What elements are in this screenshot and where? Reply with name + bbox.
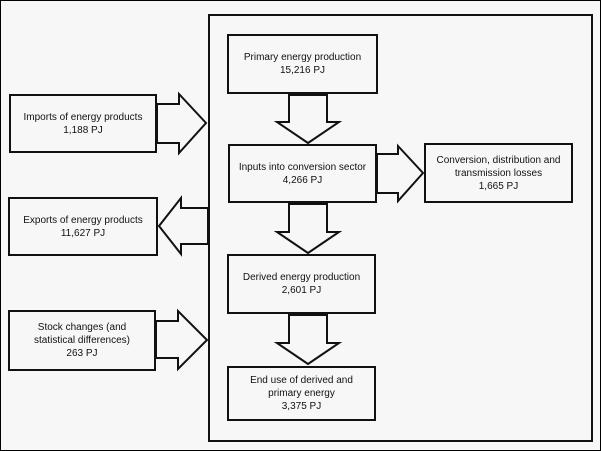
box-exports: [8, 197, 158, 256]
box-imports-label: Imports of energy products: [23, 111, 143, 123]
box-exports-value: 11,627 PJ: [60, 227, 106, 239]
box-primary-production-label: Primary energy production: [243, 52, 362, 63]
box-conversion-losses-value: 1,665 PJ: [478, 180, 519, 192]
box-end-use: [227, 366, 376, 421]
box-conversion-inputs-value: 4,266 PJ: [282, 174, 323, 186]
box-stock-changes: [8, 310, 156, 371]
box-conversion-inputs-label: Inputs into conversion sector: [238, 161, 367, 173]
box-conversion-losses-label: Conversion, distribution and transmission losses: [436, 154, 561, 179]
box-primary-production-value: 15,216 PJ: [279, 65, 326, 76]
box-stock-changes-label: Stock changes (and statistical differences): [34, 322, 130, 346]
box-imports: [9, 94, 157, 153]
arrow-stock-to-system-right: [156, 311, 207, 369]
box-imports-value: 1,188 PJ: [63, 124, 103, 136]
box-conversion-losses: [424, 143, 573, 203]
box-derived-production-value: 2,601 PJ: [281, 285, 322, 296]
box-end-use-label: End use of derived and primary energy: [250, 375, 353, 399]
box-derived-production-label: Derived energy production: [242, 272, 361, 283]
box-conversion-inputs: [228, 144, 377, 203]
arrow-imports-to-system-right: [157, 94, 206, 153]
box-primary-production: [227, 34, 378, 94]
arrow-system-to-exports-left: [159, 198, 208, 254]
box-exports-label: Exports of energy products: [23, 214, 143, 226]
box-end-use-value: 3,375 PJ: [281, 401, 322, 412]
box-stock-changes-value: 263 PJ: [66, 348, 98, 359]
box-derived-production: [227, 254, 376, 314]
